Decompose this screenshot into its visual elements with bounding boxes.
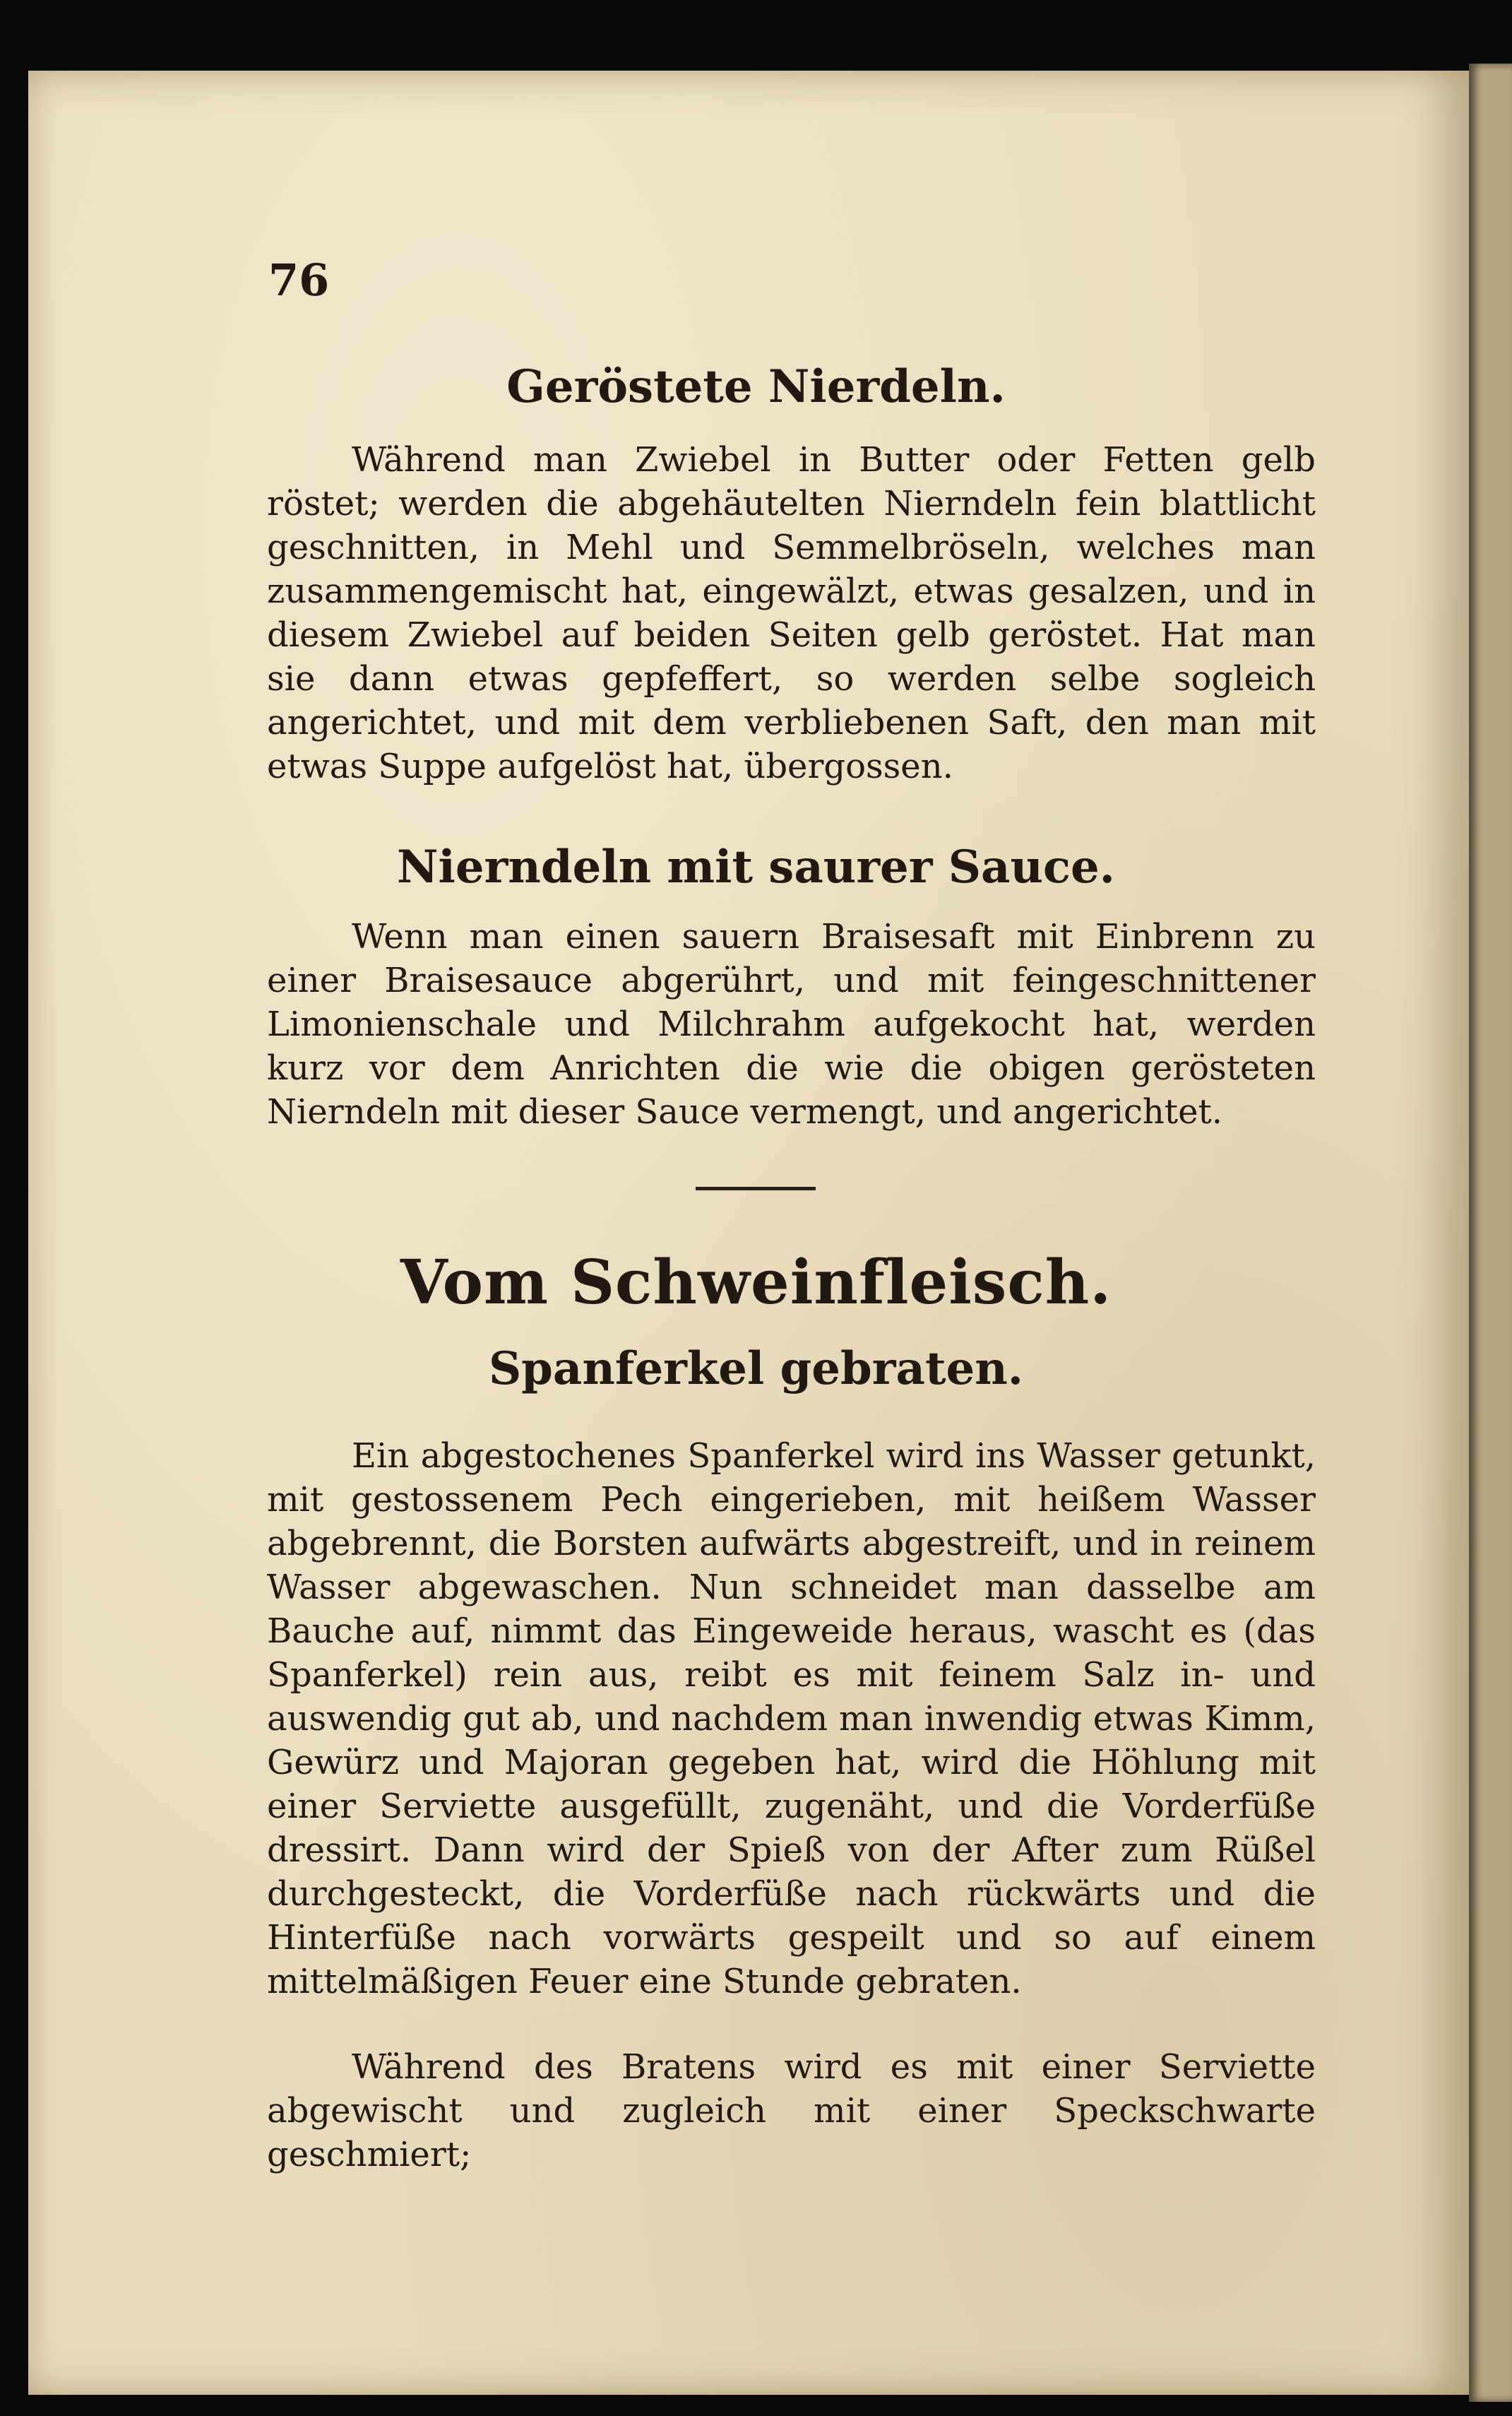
recipe-title-saure-sauce: Nierndeln mit saurer Sauce. (397, 841, 1115, 894)
page-number: 76 (268, 254, 330, 306)
recipe-body-spanferkel: Ein abgestochenes Spanferkel wird ins Wasser getunkt, mit gestossenem Pech eingerieben, mit heißem Wasser abgebrennt, die Borsten aufwärts abgestreift, und in reinem Wasser abgewaschen. Nun schneidet man dasselbe am Bauche auf, nimmt das Eingeweide heraus, wascht es (das Spanferkel) rein aus, reibt es mit feinem Salz in- und auswendig gut ab, und nachdem man inwendig etwas Kimm, Gewürz und Majoran gegeben hat, wird die Höhlung mit einer Serviette ausgefüllt, zugenäht, und die Vorderfüße dressirt. Dann wird der Spieß von der After zum Rüßel durchgesteckt, die Vorderfüße nach rückwärts und die Hinterfüße nach vorwärts gespeilt und so auf einem mittelmäßigen Feuer eine Stunde gebraten. (267, 1436, 1316, 2001)
recipe-body-saure-sauce: Wenn man einen sauern Braisesaft mit Einbrenn zu einer Braisesauce abgerührt, und mit feingeschnittener Limonienschale und Milchrahm aufgekocht hat, werden kurz vor dem Anrichten die wie die obigen gerösteten Nierndeln mit dieser Sauce vermengt, und angerichtet. (267, 917, 1316, 1132)
recipe-title-spanferkel: Spanferkel gebraten. (488, 1342, 1024, 1395)
section-divider (696, 1187, 816, 1190)
chapter-title-schweinfleisch: Vom Schweinfleisch. (400, 1247, 1112, 1318)
recipe-body-geroestete-nierdeln: Während man Zwiebel in Butter oder Fetten gelb röstet; werden die abgehäutelten Nierndeln fein blattlicht geschnitten, in Mehl und Semmelbröseln, welches man zusammengemischt hat, eingewälzt, etwas gesalzen, und in diesem Zwiebel auf beiden Seiten gelb geröstet. Hat man sie dann etwas gepfeffert, so werden selbe sogleich angerichtet, und mit dem verbliebenen Saft, den man mit etwas Suppe aufgelöst hat, übergossen. (267, 440, 1316, 786)
recipe-title-geroestete-nierdeln: Geröstete Nierdeln. (506, 360, 1006, 413)
recipe-body-spanferkel-continued: Während des Bratens wird es mit einer Serviette abgewischt und zugleich mit einer Speckschwarte geschmiert; (267, 2047, 1316, 2174)
adjacent-page-edge (1469, 64, 1512, 2402)
